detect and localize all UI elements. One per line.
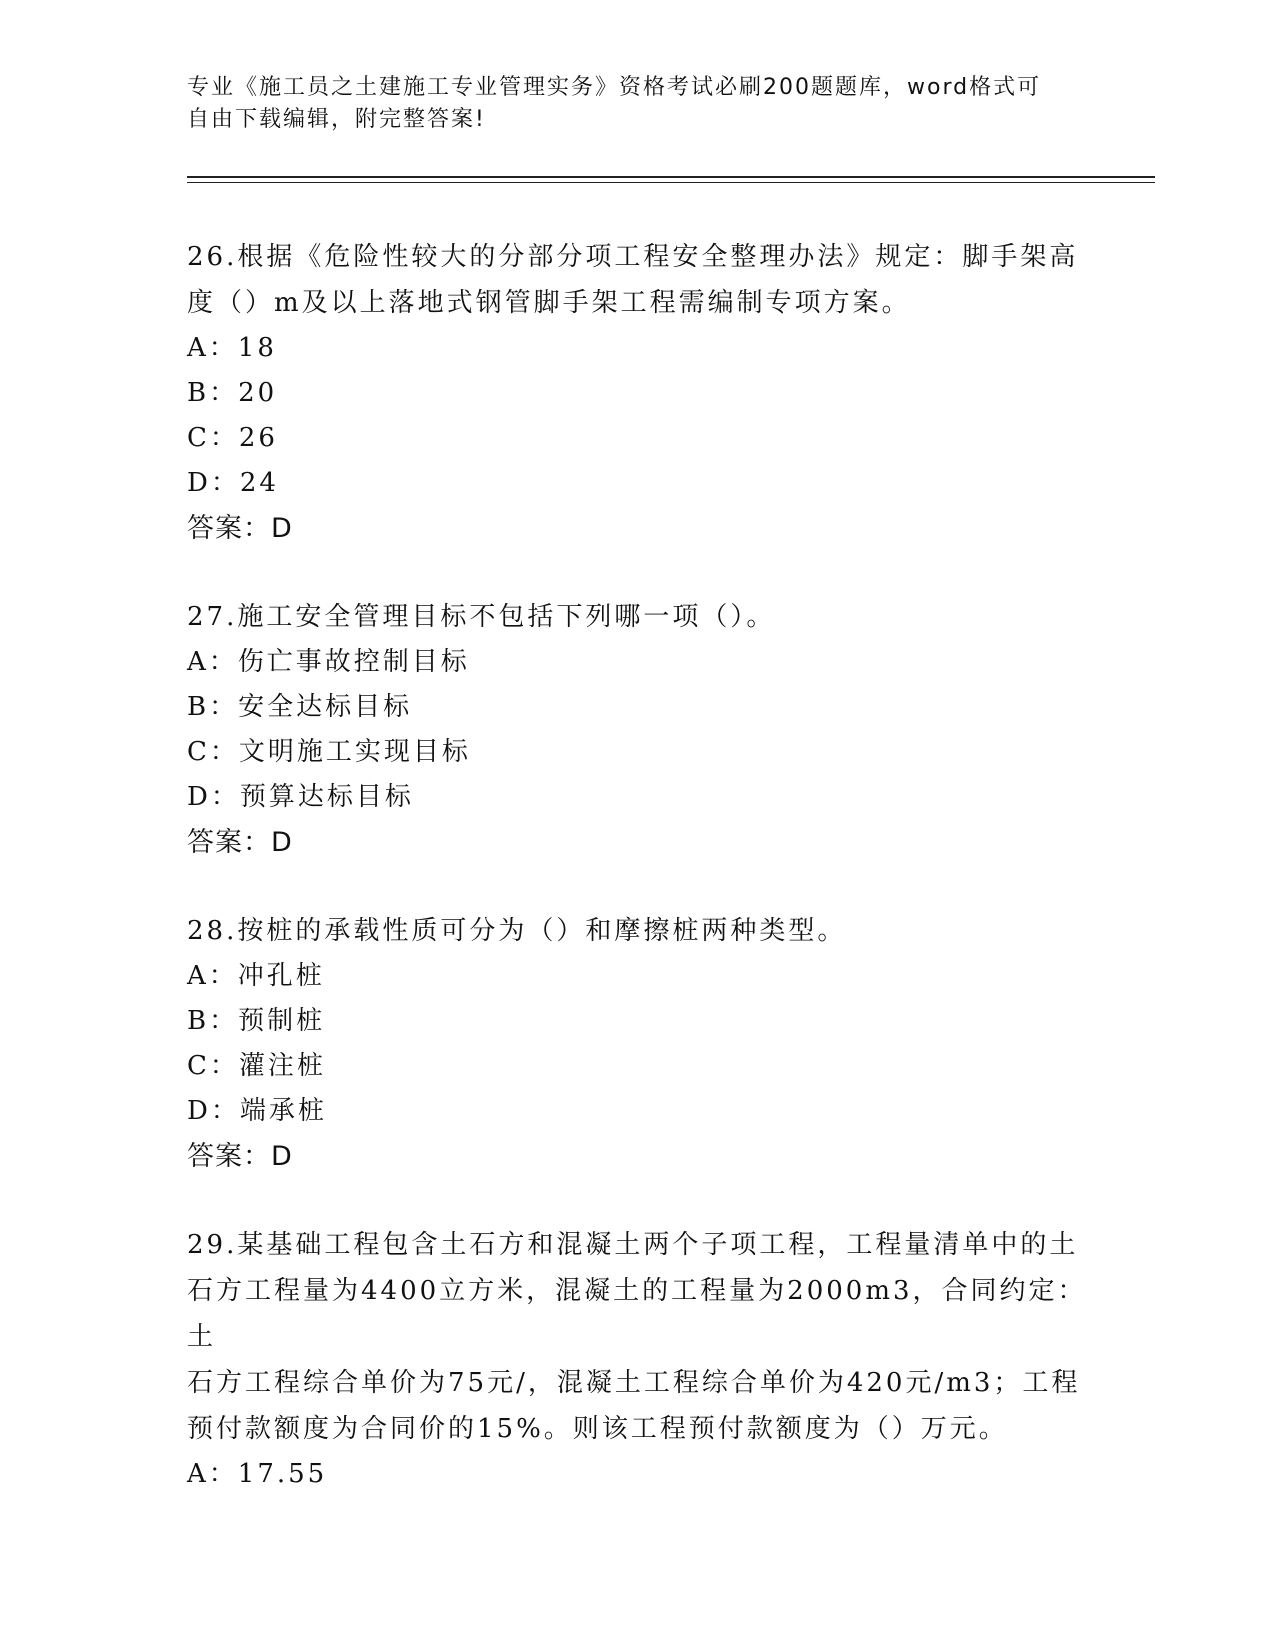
answer: 答案：D (187, 1141, 293, 1172)
header-divider-thin (187, 182, 1155, 183)
question-stem-line: 度（）m及以上落地式钢管脚手架工程需编制专项方案。 (187, 288, 911, 318)
question-stem-line: 28.按桩的承载性质可分为（）和摩擦桩两种类型。 (187, 916, 847, 946)
header-divider-thick (187, 176, 1155, 178)
option-a: A：冲孔桩 (187, 961, 325, 991)
question-26 (187, 234, 1087, 552)
header-line-1: 专业《施工员之土建施工专业管理实务》资格考试必刷200题题库，word格式可 (187, 75, 1042, 100)
option-a: A：18 (187, 333, 277, 363)
option-b: B：20 (187, 378, 278, 408)
question-29 (187, 1222, 1087, 1497)
question-28 (187, 908, 1087, 1180)
document-header (187, 72, 1067, 136)
option-d: D：预算达标目标 (187, 782, 414, 812)
option-a: A：伤亡事故控制目标 (187, 647, 470, 677)
option-c: C：文明施工实现目标 (187, 737, 471, 767)
question-27 (187, 594, 1087, 866)
question-stem-line: 26.根据《危险性较大的分部分项工程安全整理办法》规定：脚手架高 (187, 242, 1079, 272)
option-d: D：24 (187, 468, 279, 498)
answer: 答案：D (187, 827, 293, 858)
option-c: C：26 (187, 423, 278, 453)
question-spacer (187, 866, 1087, 908)
option-c: C：灌注桩 (187, 1051, 326, 1081)
question-stem-line: 27.施工安全管理目标不包括下列哪一项（）。 (187, 602, 776, 632)
question-stem-line: 29.某基础工程包含土石方和混凝土两个子项工程，工程量清单中的土 (187, 1230, 1079, 1260)
option-b: B：预制桩 (187, 1006, 326, 1036)
option-d: D：端承桩 (187, 1096, 327, 1126)
question-stem-line: 预付款额度为合同价的15%。则该工程预付款额度为（）万元。 (187, 1414, 1008, 1444)
question-stem-line: 石方工程量为4400立方米，混凝土的工程量为2000m3，合同约定：土 (187, 1276, 1087, 1352)
header-line-2: 自由下载编辑，附完整答案! (187, 107, 486, 132)
option-b: B：安全达标目标 (187, 692, 413, 722)
question-list (187, 234, 1087, 1497)
question-stem-line: 石方工程综合单价为75元/，混凝土工程综合单价为420元/m3；工程 (187, 1368, 1081, 1398)
question-spacer (187, 552, 1087, 594)
question-spacer (187, 1180, 1087, 1222)
option-a: A：17.55 (187, 1459, 328, 1489)
answer: 答案：D (187, 513, 293, 544)
